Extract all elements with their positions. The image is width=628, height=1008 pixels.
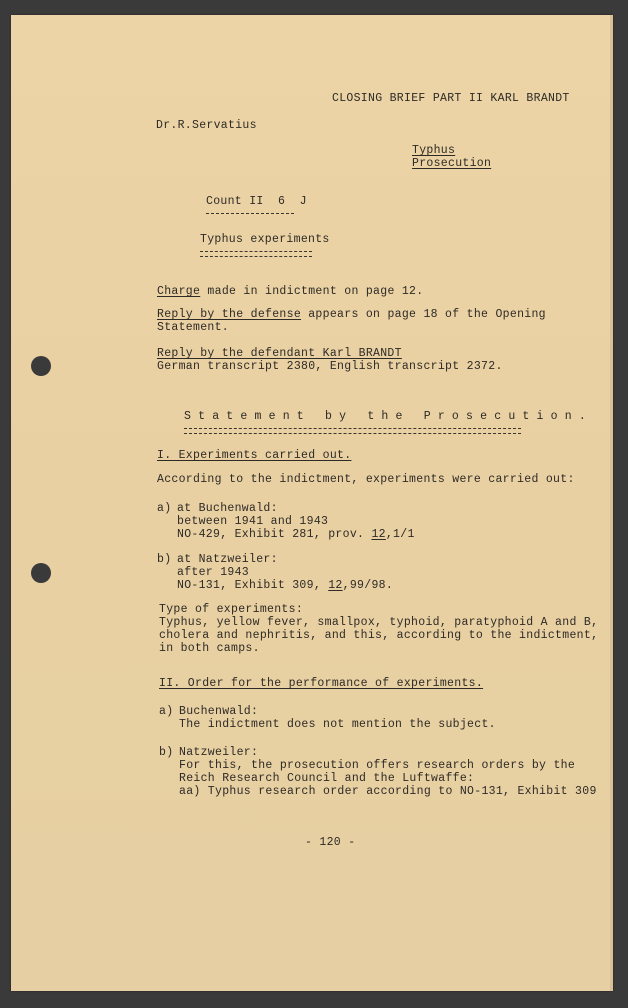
s2-item-b-line4: aa) Typhus research order according to NO-131, Exhibit 309 <box>179 785 597 798</box>
s2-item-b-line3: Reich Research Council and the Luftwaffe: <box>179 772 475 785</box>
statement-underline-2 <box>184 433 521 434</box>
item-a-ref-suffix: ,1/1 <box>385 528 415 541</box>
charge-text: made in indictment on page 12. <box>200 285 424 298</box>
s2-item-b-marker: b) <box>159 746 174 759</box>
item-a-line2: between 1941 and 1943 <box>177 515 329 528</box>
item-a-line3 <box>177 528 415 542</box>
item-a-marker: a) <box>157 502 172 515</box>
item-b-line1: at Natzweiler: <box>177 553 278 566</box>
section2-heading: II. Order for the performance of experiments. <box>159 677 484 690</box>
item-b-ref-suffix: ,99/98. <box>342 579 394 592</box>
s2-item-b-line2: For this, the prosecution offers research orders by the <box>179 759 576 772</box>
item-b-line2: after 1943 <box>177 566 250 579</box>
s2-item-a-line2: The indictment does not mention the subject. <box>179 718 496 731</box>
item-b-ref: 12 <box>328 579 343 592</box>
reply-defense-label: Reply by the defense <box>157 308 302 321</box>
item-a-ref: 12 <box>371 528 386 541</box>
types-line-2: cholera and nephritis, and this, according to the indictment, <box>159 629 599 642</box>
reply-defense-line <box>157 308 546 322</box>
count-heading: Count II 6 J <box>206 195 307 208</box>
item-a-ref-prefix: NO-429, Exhibit 281, prov. <box>177 528 372 541</box>
s2-item-a-line1: Buchenwald: <box>179 705 259 718</box>
reply-defendant-label: Reply by the defendant Karl BRANDT <box>157 347 402 360</box>
item-b-ref-prefix: NO-131, Exhibit 309, <box>177 579 329 592</box>
types-label: Type of experiments: <box>159 603 304 616</box>
topic-typhus: Typhus <box>412 144 456 157</box>
statement-underline-1 <box>184 428 521 429</box>
item-a-line1: at Buchenwald: <box>177 502 278 515</box>
document-header: CLOSING BRIEF PART II KARL BRANDT <box>332 92 570 105</box>
topic-prosecution: Prosecution <box>412 157 492 170</box>
author: Dr.R.Servatius <box>156 119 257 132</box>
types-line-3: in both camps. <box>159 642 260 655</box>
count-subject-underline-2 <box>200 256 312 257</box>
s2-item-a-marker: a) <box>159 705 174 718</box>
reply-defendant-text: German transcript 2380, English transcript 2372. <box>157 360 503 373</box>
reply-defense-text: appears on page 18 of the Opening <box>301 308 546 321</box>
charge-line <box>157 285 423 299</box>
count-subject-underline-1 <box>200 251 312 252</box>
reply-defense-line2: Statement. <box>157 321 230 334</box>
section1-intro: According to the indictment, experiments were carried out: <box>157 473 575 486</box>
types-line-1: Typhus, yellow fever, smallpox, typhoid, paratyphoid A and B, <box>159 616 599 629</box>
item-b-marker: b) <box>157 553 172 566</box>
count-subject: Typhus experiments <box>200 233 330 246</box>
charge-label: Charge <box>157 285 201 298</box>
document-page <box>11 15 613 991</box>
statement-heading: Statement by the Prosecution. <box>184 410 593 423</box>
punch-hole-bottom <box>31 563 51 583</box>
item-b-line3 <box>177 579 393 593</box>
punch-hole-top <box>31 356 51 376</box>
page-number: - 120 - <box>305 836 356 849</box>
s2-item-b-line1: Natzweiler: <box>179 746 259 759</box>
section1-heading: I. Experiments carried out. <box>157 449 352 462</box>
count-underline <box>206 213 294 214</box>
